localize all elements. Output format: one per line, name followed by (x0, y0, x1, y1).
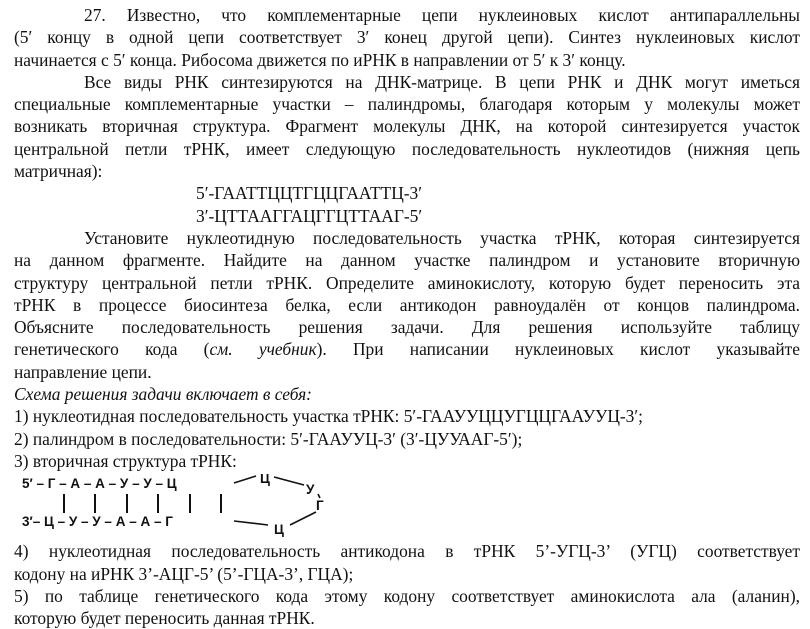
solution-step-5-cont: которую будет переносить данная тРНК. (14, 608, 315, 629)
problem-text: генетического кода ( (14, 339, 210, 360)
loop-connector (234, 521, 268, 525)
solution-step-1: 1) нуклеотидная последовательность участка тРНК: 5′-ГААУУЦЦУГЦЦГААУУЦ-3′; (14, 406, 644, 427)
problem-line: направление цепи. (14, 361, 152, 382)
problem-line: возникать вторичная структура. Фрагмент молекулы ДНК, на которой синтезируется участок (14, 116, 800, 137)
problem-line: 27. Известно, что комплементарные цепи нуклеиновых кислот антипараллельны (84, 5, 800, 25)
trna-secondary-structure (20, 474, 380, 540)
problem-line: Все виды РНК синтезируются на ДНК-матрице. В цепи РНК и ДНК могут иметься (84, 71, 800, 92)
loop-nucleotide: Г (316, 498, 324, 514)
base-pair-lines (64, 494, 221, 513)
solution-step-4: 4) нуклеотидная последовательность антикодона в тРНК 5’-УГЦ-3’ (УГЦ) соответствует (14, 541, 800, 562)
problem-line (14, 338, 800, 360)
solution-step-5: 5) по таблице генетического кода этому кодону соответствует аминокислота ала (аланин), (14, 585, 800, 606)
loop-connector (234, 476, 256, 483)
loop-nucleotide: У (306, 482, 315, 498)
loop-connector (274, 477, 304, 485)
solution-step-4-cont: кодону на иРНК 3’-АЦГ-5’ (5’-ГЦА-3’, ГЦА); (14, 563, 354, 584)
problem-line: структуру центральной петли тРНК. Определите аминокислоту, которую будет переносить эта (14, 272, 800, 293)
lower-strand-label: 3′– Ц – У – У – А – А – Г (22, 514, 173, 530)
dna-bottom-strand: 3′-ЦТТААГГАЦГГЦТТААГ-5′ (196, 205, 423, 226)
problem-line: центральной петли тРНК, имеет следующую последовательность нуклеотидов (нижняя цепь (14, 138, 800, 159)
solution-heading: Схема решения задачи включает в себя: (14, 384, 312, 405)
problem-line: Объясните последовательность решения задачи. Для решения используйте таблицу (14, 317, 800, 338)
solution-step-3: 3) вторичная структура тРНК: (14, 450, 237, 471)
problem-line: начинается с 5′ конца. Рибосома движется по иРНК в направлении от 5′ к 3′ концу. (14, 49, 626, 70)
loop-nucleotide: Ц (260, 474, 270, 487)
problem-line: (5′ концу в одной цепи соответствует 3′ конец другой цепи). Синтез нуклеиновых кислот (14, 27, 800, 48)
dna-top-strand: 5′-ГААТТЦЦТГЦЦГААТТЦ-3′ (196, 183, 423, 204)
solution-step-2: 2) палиндром в последовательности: 5′-ГААУУЦ-3′ (3′-ЦУУААГ-5′); (14, 428, 523, 449)
loop-connector (290, 512, 316, 525)
loop-nucleotide: Ц (274, 522, 284, 538)
upper-strand-label: 5′ – Г – А – А – У – У – Ц (22, 476, 177, 492)
trna-structure-svg (20, 474, 380, 540)
document-page (14, 4, 800, 629)
problem-text: ). При написании нуклеиновых кислот указывайте (316, 339, 800, 360)
problem-line: на данном фрагменте. Найдите на данном участке палиндром и установите вторичную (14, 250, 800, 271)
textbook-reference: см. учебник (209, 339, 317, 360)
problem-line: матричная): (14, 161, 103, 182)
problem-line: Установите нуклеотидную последовательность участка тРНК, которая синтезируется (84, 227, 800, 248)
problem-line: специальные комплементарные участки – палиндромы, благодаря которым у молекулы может (14, 94, 800, 115)
problem-line: тРНК в процессе биосинтеза белка, если антикодон равноудалён от концов палиндрома. (14, 294, 800, 315)
